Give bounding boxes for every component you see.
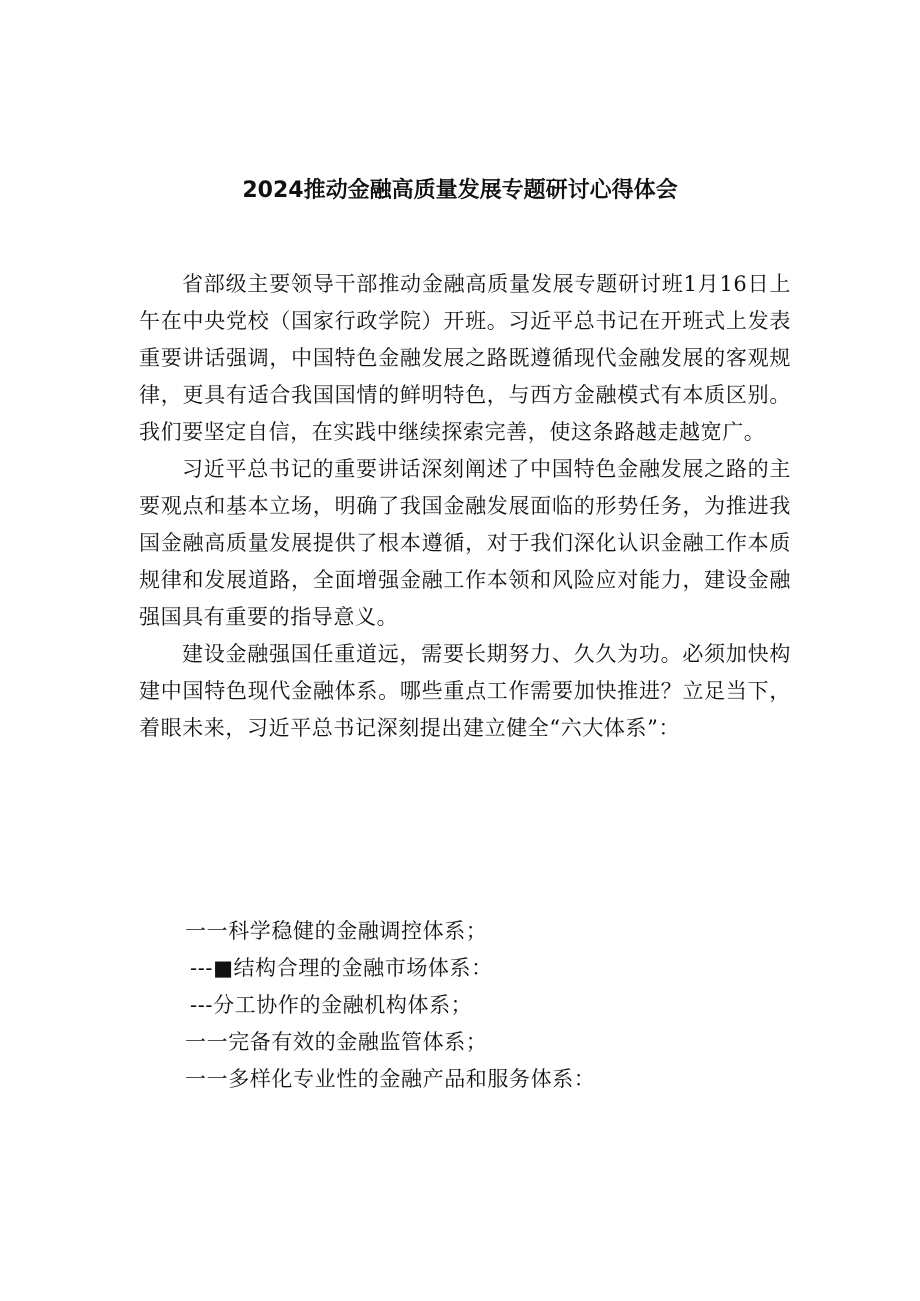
list-item-4: 一一完备有效的金融监管体系； (185, 1030, 488, 1054)
system-list (139, 913, 791, 1098)
list-item-1: 一一科学稳健的金融调控体系； (185, 919, 488, 943)
list-item-5: 一一多样化专业性的金融产品和服务体系： (185, 1067, 596, 1091)
paragraph-1: 省部级主要领导干部推动金融高质量发展专题研讨班1月16日上午在中央党校（国家行政学院）开班。习近平总书记在开班式上发表重要讲话强调，中国特色金融发展之路既遵循现代金融发展的客观规律，更具有适合我国国情的鲜明特色，与西方金融模式有本质区别。我们要坚定自信，在实践中继续探索完善，使这条路越走越宽广。 (139, 272, 791, 444)
document-title: 2024推动金融高质量发展专题研讨心得体会 (242, 178, 678, 203)
list-item-3: ---分工协作的金融机构体系； (190, 993, 473, 1017)
paragraph-2: 习近平总书记的重要讲话深刻阐述了中国特色金融发展之路的主要观点和基本立场，明确了我国金融发展面临的形势任务，为推进我国金融高质量发展提供了根本遵循，对于我们深化认识金融工作本质规律和发展道路，全面增强金融工作本领和风险应对能力，建设金融强国具有重要的指导意义。 (139, 457, 791, 629)
paragraph-3: 建设金融强国任重道远，需要长期努力、久久为功。必须加快构建中国特色现代金融体系。哪些重点工作需要加快推进？立足当下，着眼未来，习近平总书记深刻提出建立健全“六大体系”： (139, 642, 791, 740)
document-body (139, 266, 791, 747)
list-item-2: ---■结构合理的金融市场体系： (190, 956, 493, 980)
